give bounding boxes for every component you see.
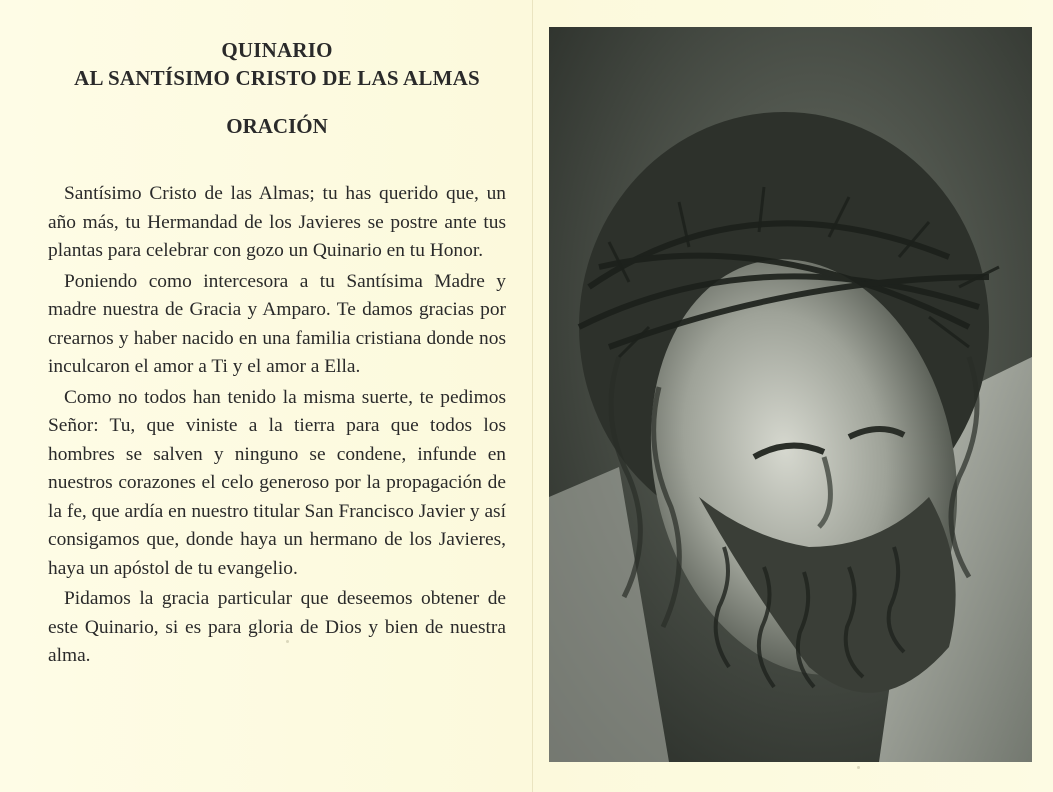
christ-photo [549, 27, 1032, 762]
prayer-paragraph-3: Como no todos han tenido la misma suerte, te pedimos Señor: Tu, que viniste a la tierra para que todos los hombres se salven y ninguno se condene, infunde en nuestros corazones el celo generoso por la propagación de la fe, que ardía en nuestro titular San Francisco Javier y así consigamos que, donde haya un hermano de los Javieres, haya un apóstol de tu evangelio. [48, 386, 506, 579]
title [48, 36, 506, 92]
subtitle: ORACIÓN [226, 114, 328, 138]
title-line-1: QUINARIO [221, 38, 333, 62]
left-page [48, 36, 506, 673]
page-fold [532, 0, 533, 792]
prayer-paragraph-2: Poniendo como intercesora a tu Santísima Madre y madre nuestra de Gracia y Amparo. Te damos gracias por crearnos y haber nacido en una familia cristiana donde nos inculcaron el amor a Ti y el amor a Ella. [48, 270, 506, 377]
title-line-2: AL SANTÍSIMO CRISTO DE LAS ALMAS [74, 66, 480, 90]
prayer-paragraph-1: Santísimo Cristo de las Almas; tu has querido que, un año más, tu Hermandad de los Javieres se postre ante tus plantas para celebrar con gozo un Quinario en tu Honor. [48, 183, 506, 261]
paper-speck [286, 640, 289, 643]
paper-speck [857, 766, 860, 769]
prayer-paragraph-4: Pidamos la gracia particular que deseemos obtener de este Quinario, si es para gloria de Dios y bien de nuestra alma. [48, 588, 506, 666]
christ-head-image [549, 27, 1032, 762]
prayer-text [48, 180, 506, 671]
